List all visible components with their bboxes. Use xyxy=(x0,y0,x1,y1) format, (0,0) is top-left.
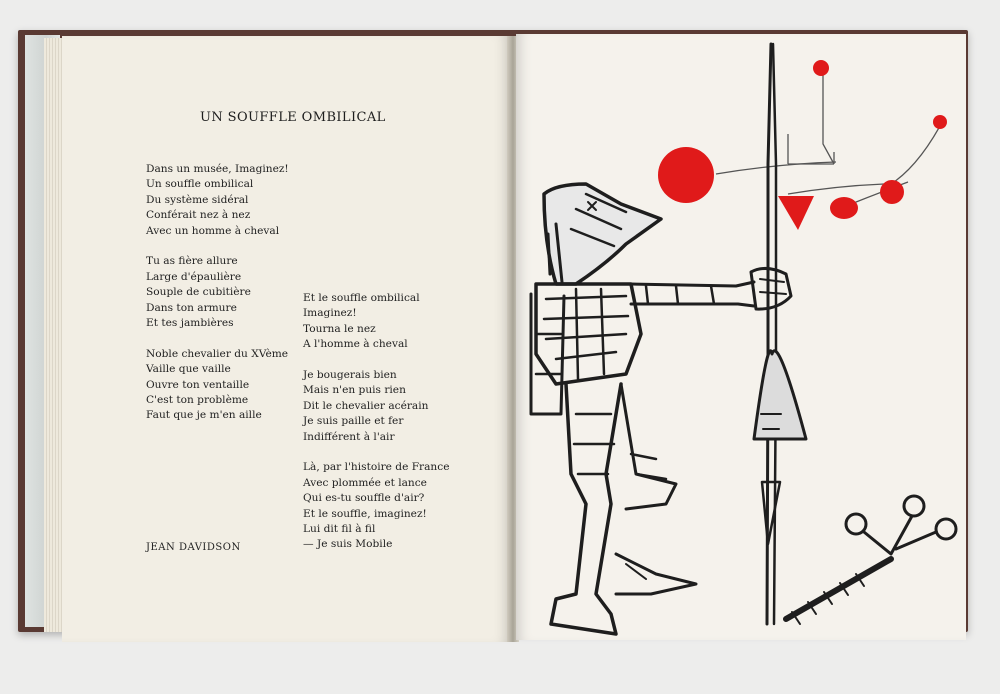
stanza xyxy=(146,347,289,424)
red-triangle xyxy=(778,196,814,230)
poem-line: — Je suis Mobile xyxy=(303,538,393,551)
stanza xyxy=(146,254,289,331)
stanza xyxy=(303,460,449,552)
poem-line: Tu as fière allure xyxy=(146,255,238,268)
knight-mobile-illustration xyxy=(516,34,966,640)
red-disc-small xyxy=(880,180,904,204)
red-disc-top xyxy=(813,60,829,76)
poem-line: Du système sidéral xyxy=(146,193,249,206)
knight-torso xyxy=(531,284,641,414)
poem-line: Imaginez! xyxy=(303,307,357,320)
poem-line: Et le souffle, imaginez! xyxy=(303,507,427,520)
stanza xyxy=(303,368,449,445)
poem-line: Noble chevalier du XVème xyxy=(146,347,289,360)
poem-line: Tourna le nez xyxy=(303,322,376,335)
poem-line: Je suis paille et fer xyxy=(303,415,404,428)
poem-line: Vaille que vaille xyxy=(146,363,231,376)
stanza xyxy=(303,291,449,353)
poem-line: Qui es-tu souffle d'air? xyxy=(303,492,425,505)
stanza xyxy=(146,162,289,239)
red-disc-large xyxy=(658,147,714,203)
poem-line: Dans ton armure xyxy=(146,301,237,314)
poem-line: Et tes jambières xyxy=(146,317,234,330)
poem-line: Dans un musée, Imaginez! xyxy=(146,163,289,175)
poem-line: C'est ton problème xyxy=(146,394,249,407)
mobile-red-discs xyxy=(658,60,947,230)
poem-column-left xyxy=(146,162,289,439)
poem-line: Je bougerais bien xyxy=(303,369,397,382)
red-disc-right xyxy=(933,115,947,129)
poem-line: Avec plommée et lance xyxy=(303,476,427,489)
poem-line: A l'homme à cheval xyxy=(303,338,408,351)
poem-line: Souple de cubitière xyxy=(146,286,251,299)
poem-line: Large d'épaulière xyxy=(146,270,242,283)
poem-line: Faut que je m'en aille xyxy=(146,409,262,422)
lance xyxy=(754,44,806,624)
knight-drawing xyxy=(531,44,956,634)
poem-line: Dit le chevalier acérain xyxy=(303,399,429,412)
poem-line: Ouvre ton ventaille xyxy=(146,378,250,391)
knight-legs xyxy=(551,384,696,634)
red-disc-mid xyxy=(830,197,858,219)
poem-author: JEAN DAVIDSON xyxy=(146,542,241,553)
poem-line: Mais n'en puis rien xyxy=(303,384,406,397)
mobile-sculpture xyxy=(716,74,940,206)
sword-on-ground xyxy=(786,496,956,624)
poem-line: Conférait nez à nez xyxy=(146,209,251,222)
poem-column-right xyxy=(303,291,449,568)
knight-helmet xyxy=(544,184,661,284)
poem-line: Indifférent à l'air xyxy=(303,430,395,443)
poem-line: Lui dit fil à fil xyxy=(303,523,376,536)
poem-line: Et le souffle ombilical xyxy=(303,292,420,304)
poem-title: UN SOUFFLE OMBILICAL xyxy=(200,110,386,125)
poem-line: Un souffle ombilical xyxy=(146,178,254,191)
poem-line: Avec un homme à cheval xyxy=(146,224,280,237)
poem-line: Là, par l'histoire de France xyxy=(303,461,450,474)
